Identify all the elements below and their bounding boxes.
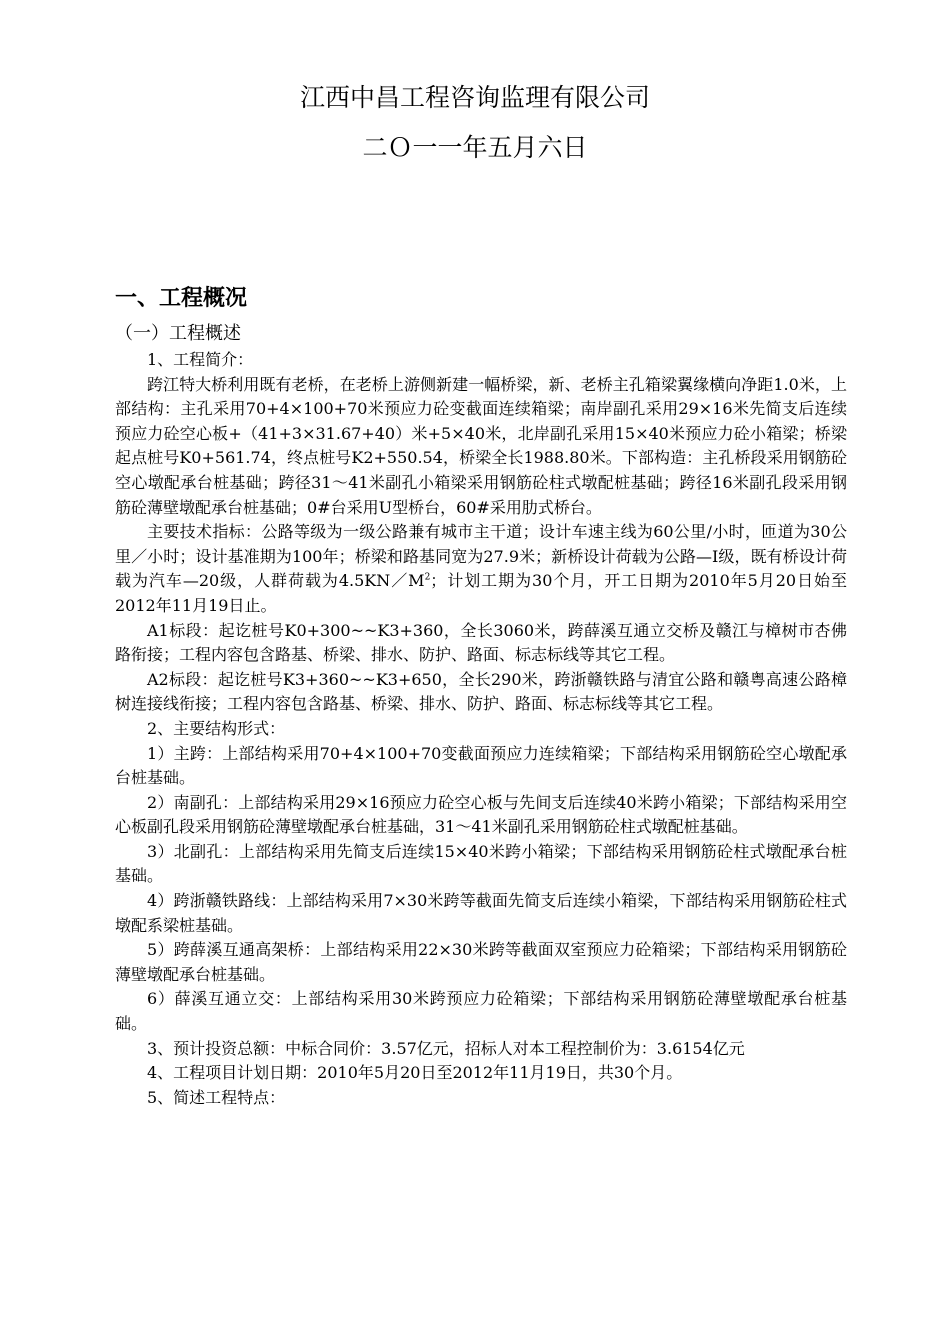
superscript-2: 2 bbox=[424, 573, 431, 584]
paragraph-structure-heading: 2、主要结构形式： bbox=[147, 718, 286, 738]
paragraph-investment: 3、预计投资总额：中标合同价：3.57亿元，招标人对本工程控制价为：3.6154亿元 bbox=[147, 1038, 745, 1058]
technical-indicators-text: 主要技术指标：公路等级为一级公路兼有城市主干道；设计车速主线为60公里/小时，匝道为30公里／小时；设计基准期为100年；桥梁和路基同宽为27.9米；新桥设计荷载为公路—I级，既有桥设计荷载为汽车—20级，人群荷载为4.5KN／M bbox=[115, 522, 847, 591]
paragraph-bridge-description: 跨江特大桥利用既有老桥，在老桥上游侧新建一幅桥梁，新、老桥主孔箱梁翼缘横向净距1.0米，上部结构：主孔采用70+4×100+70米预应力砼变截面连续箱梁；南岸副孔采用29×16米先简支后连续预应力砼空心板+（41+3×31.67+40）米+5×40米，北岸副孔采用15×40米预应力砼小箱梁；桥梁起点桩号K0+561.74，终点桩号K2+550.54，桥梁全长1988.80米。下部构造：主孔桥段采用钢筋砼空心墩配承台桩基础；跨径31～41米副孔小箱梁采用钢筋砼柱式墩配桩基础；跨径16米副孔段采用钢筋砼薄壁墩配承台桩基础；0#台采用U型桥台，60#采用肋式桥台。 bbox=[115, 374, 847, 517]
subsection-heading: （一）工程概述 bbox=[115, 323, 241, 344]
paragraph-north-aux-span: 3）北副孔：上部结构采用先简支后连续15×40米跨小箱梁；下部结构采用钢筋砼柱式墩配承台桩基础。 bbox=[115, 841, 847, 886]
paragraph-project-intro-heading: 1、工程简介： bbox=[147, 350, 254, 369]
paragraph-main-span: 1）主跨：上部结构采用70+4×100+70变截面预应力连续箱梁；下部结构采用钢筋砼空心墩配承台桩基础。 bbox=[115, 743, 847, 788]
paragraph-railway-crossing: 4）跨浙赣铁路线：上部结构采用7×30米跨等截面先简支后连续小箱梁，下部结构采用钢筋砼柱式墩配系梁桩基础。 bbox=[115, 891, 847, 935]
paragraph-a1-section: A1标段：起讫桩号K0+300~~K3+360，全长3060米，跨薛溪互通立交桥及赣江与樟树市杏佛路衔接；工程内容包含路基、桥梁、排水、防护、路面、标志标线等其它工程。 bbox=[115, 620, 847, 665]
paragraph-technical-indicators bbox=[115, 520, 847, 618]
paragraph-schedule: 4、工程项目计划日期：2010年5月20日至2012年11月19日，共30个月。 bbox=[147, 1063, 683, 1083]
paragraph-south-aux-span: 2）南副孔：上部结构采用29×16预应力砼空心板与先间支后连续40米跨小箱梁；下部结构采用空心板副孔段采用钢筋砼薄壁墩配承台桩基础，31～41米副孔采用钢筋砼柱式墩配桩基础。 bbox=[115, 792, 847, 837]
paragraph-a2-section: A2标段：起讫桩号K3+360~~K3+650，全长290米，跨浙赣铁路与清宜公路和赣粤高速公路樟树连接线衔接；工程内容包含路基、桥梁、排水、防护、路面、标志标线等其它工程。 bbox=[115, 669, 847, 714]
paragraph-viaduct: 5）跨薛溪互通高架桥：上部结构采用22×30米跨等截面双室预应力砼箱梁；下部结构采用钢筋砼薄壁墩配承台桩基础。 bbox=[115, 940, 847, 984]
section-heading: 一、工程概况 bbox=[115, 286, 248, 311]
technical-indicators-tail: ；计划工期为30个月，开工日期为2010年5月20日始至2012年11月19日止。 bbox=[115, 571, 847, 615]
document-date: 二Ｏ一一年五月六日 bbox=[362, 133, 588, 162]
document-body bbox=[115, 322, 847, 1110]
paragraph-interchange: 6）薛溪互通立交：上部结构采用30米跨预应力砼箱梁；下部结构采用钢筋砼薄壁墩配承台桩基础。 bbox=[115, 989, 847, 1034]
company-name: 江西中昌工程咨询监理有限公司 bbox=[299, 83, 650, 112]
paragraph-features-heading: 5、简述工程特点： bbox=[147, 1087, 286, 1107]
